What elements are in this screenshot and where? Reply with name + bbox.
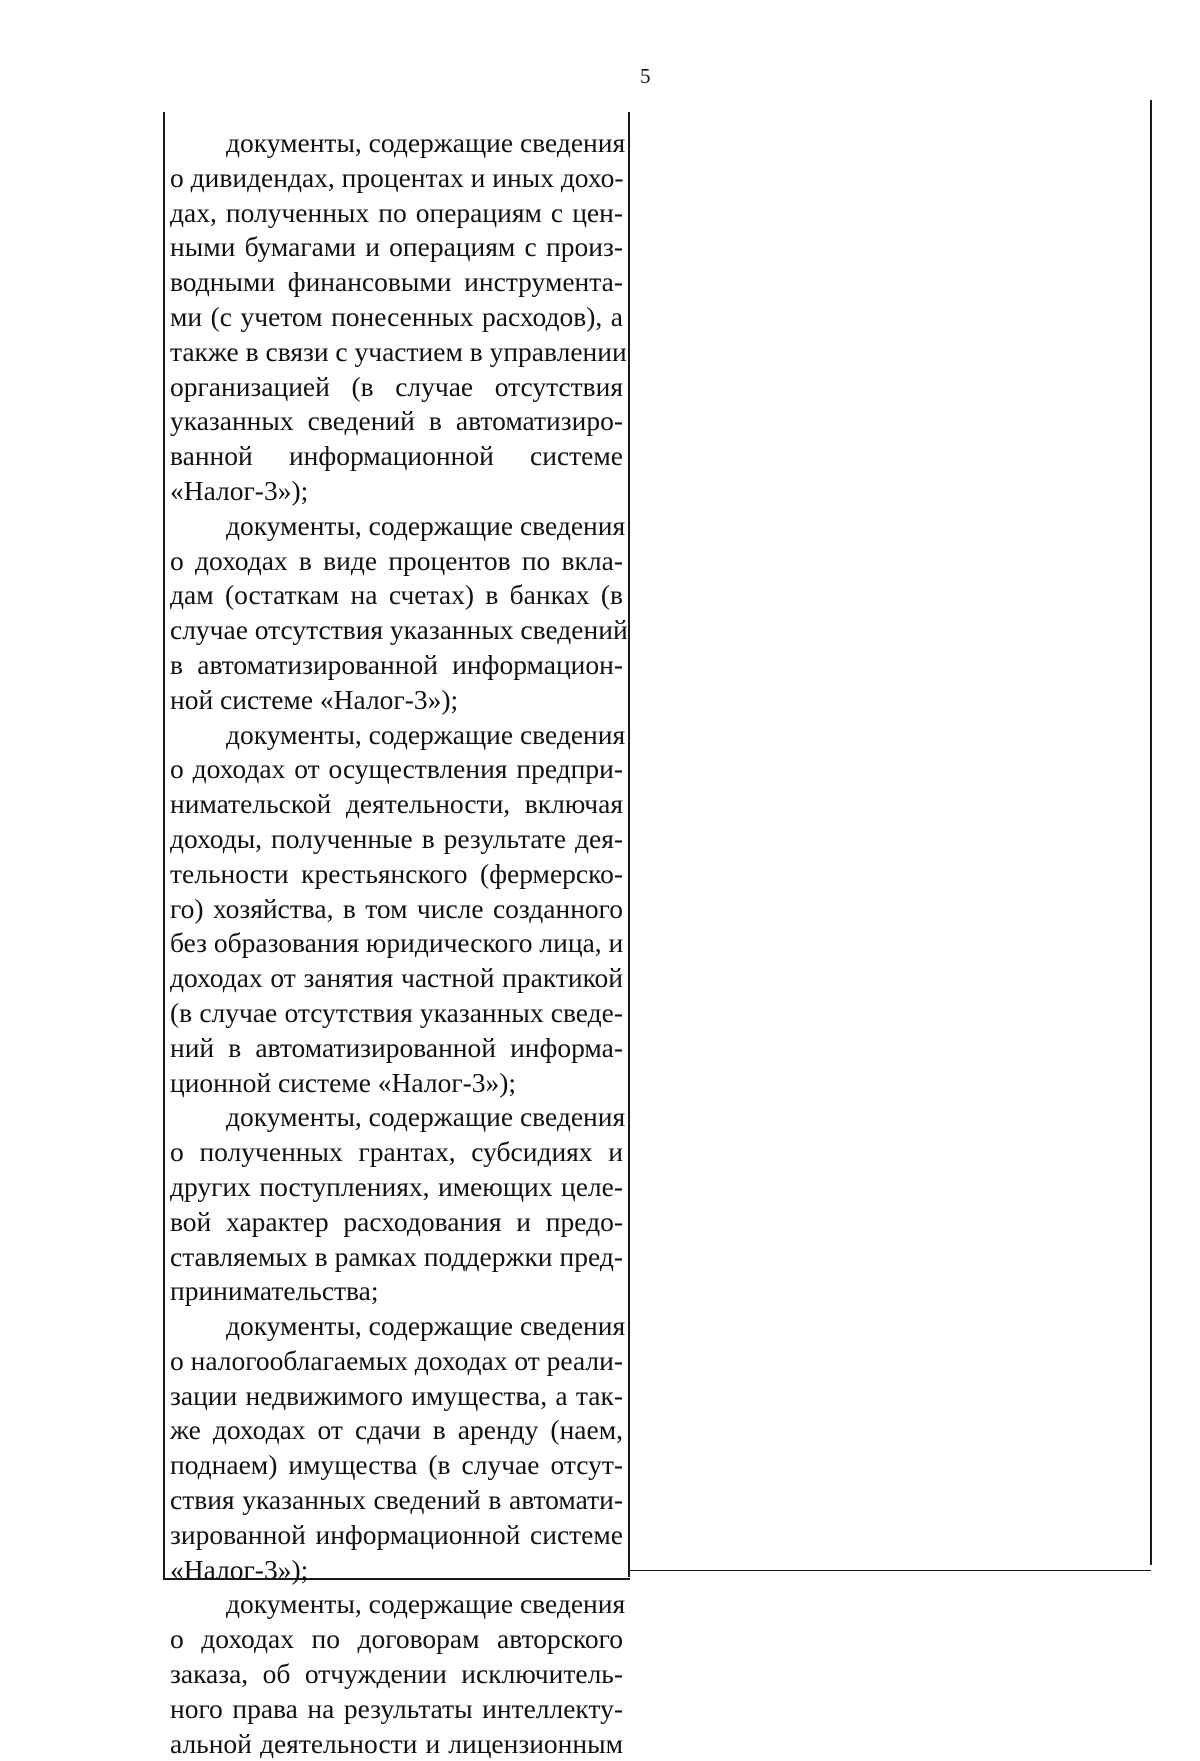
text-line: без образования юридического лица, и [170,927,624,959]
text-line: ного права на результаты интеллекту- [170,1692,623,1724]
text-line: вой характер расходования и предо- [170,1205,623,1237]
text-line: го) хозяйства, в том числе созданного [170,892,623,924]
text-line: ванной информационной системе [170,440,623,472]
text-line: организацией (в случае отсутствия [170,370,623,402]
text-line: принимательства; [170,1275,379,1307]
text-line: поднаем) имущества (в случае отсут- [170,1449,623,1481]
column-divider [628,112,630,1577]
text-line: альной деятельности и лицензионным [170,1727,623,1759]
text-line: доходы, полученные в результате дея- [170,822,623,854]
text-line: ствия указанных сведений в автомати- [170,1484,623,1516]
list-paragraph [170,126,627,509]
list-paragraph [170,1100,626,1309]
text-line: ными бумагами и операциям с произ- [170,231,623,263]
text-line: «Налог-3»); [170,474,309,506]
text-line: «Налог-3»); [170,1553,309,1585]
text-line: доходах от занятия частной практикой [170,962,623,994]
text-line: случае отсутствия указанных сведений [170,614,628,646]
text-line: зированной информационной системе [170,1518,623,1550]
page-number: 5 [640,64,651,88]
text-line: дах, полученных по операциям с цен- [170,196,623,228]
text-line: также в связи с участием в управлении [170,335,627,367]
list-paragraph [170,718,626,1101]
text-line: других поступлениях, имеющих целе- [170,1170,623,1202]
left-column-text [170,126,628,1761]
list-paragraph [170,509,628,718]
text-line: о доходах в виде процентов по вкла- [170,544,623,576]
text-line: ционной системе «Налог-3»); [170,1066,517,1098]
text-line: о налогооблагаемых доходах от реали- [170,1344,623,1376]
table-bottom-rule-right [630,1570,1151,1571]
text-line: ми (с учетом понесенных расходов), а [170,300,623,332]
text-line: же доходах от сдачи в аренду (наем, [170,1414,623,1446]
text-line: в автоматизированной информацион- [170,648,623,680]
right-column-border [1150,100,1152,1565]
text-line: дам (остаткам на счетах) в банках (в [170,579,623,611]
list-paragraph [170,1587,626,1761]
text-line: заказа, об отчуждении исключитель- [170,1658,623,1690]
text-line: ний в автоматизированной информа- [170,1031,623,1063]
text-line: нимательской деятельности, включая [170,788,623,820]
text-line: зации недвижимого имущества, а так- [170,1379,623,1411]
text-line: документы, содержащие сведения [226,718,626,750]
text-line: водными финансовыми инструмента- [170,266,623,298]
text-line: документы, содержащие сведения [226,1588,626,1620]
text-line: документы, содержащие сведения [226,1310,626,1342]
text-line: о доходах от осуществления предпри- [170,753,623,785]
list-paragraph [170,1309,626,1587]
text-line: (в случае отсутствия указанных сведе- [170,996,623,1028]
text-line: о дивидендах, процентах и иных дохо- [170,161,624,193]
text-line: указанных сведений в автоматизиро- [170,405,623,437]
text-line: о полученных грантах, субсидиях и [170,1136,623,1168]
text-line: документы, содержащие сведения [226,127,626,158]
text-line: ной системе «Налог-3»); [170,683,459,715]
text-line: документы, содержащие сведения [226,1101,626,1133]
text-line: тельности крестьянского (фермерско- [170,857,623,889]
text-line: ставляемых в рамках поддержки пред- [170,1240,623,1272]
column-left-border [163,112,165,1580]
text-line: о доходах по договорам авторского [170,1623,623,1655]
text-line: документы, содержащие сведения [226,509,626,541]
